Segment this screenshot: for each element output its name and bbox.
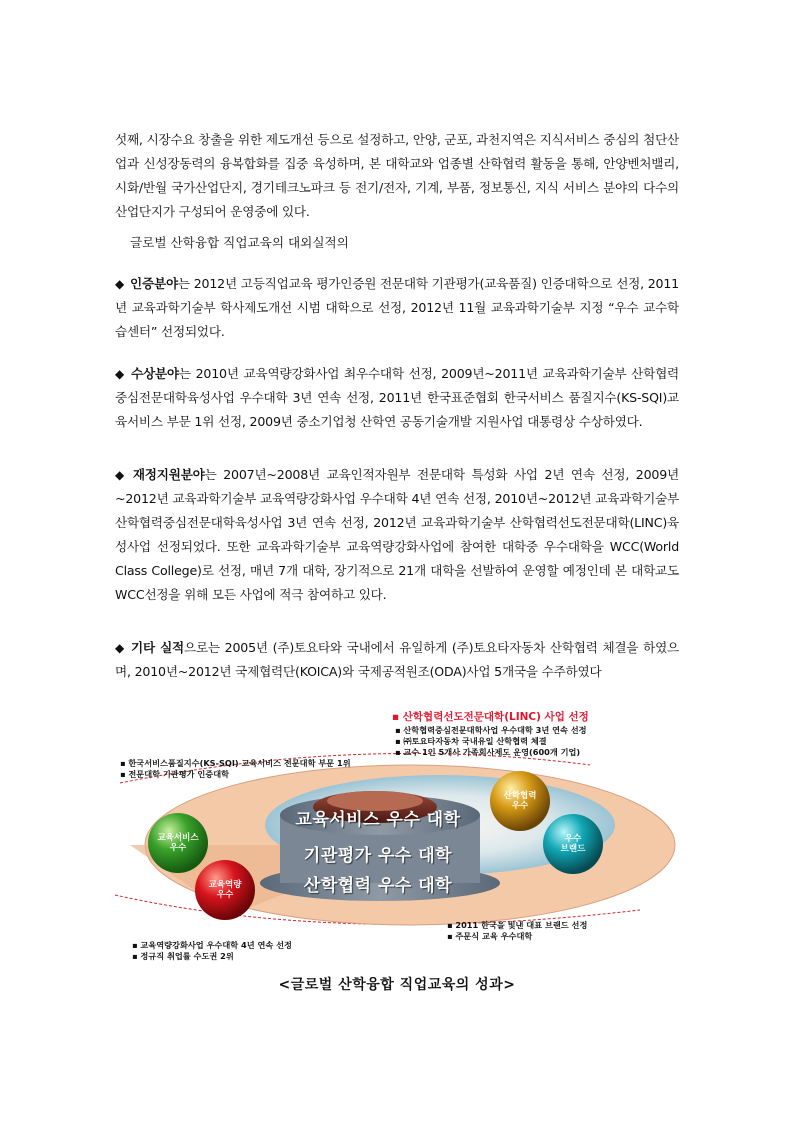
section-label: 인증분야 <box>130 276 178 291</box>
ball-label-line: 산학협력 <box>503 791 537 801</box>
ball-label-line: 우수 <box>564 834 582 844</box>
diamond-bullet-icon: ◆ <box>115 641 125 655</box>
left-note: ▪ 한국서비스품질지수(KS-SQI) 교육서비스 전문대학 부문 1위 <box>120 758 351 768</box>
top-note: ▪ 산학협력중심전문대학사업 우수대학 3년 연속 선정 <box>395 725 587 735</box>
section-awards <box>115 362 679 434</box>
teal-ball-label <box>543 834 603 854</box>
section-text: 으로는 2005년 (주)토요타와 국내에서 유일하게 (주)토요타자동차 산학협력 체결을 하였으며, 2010년~2012년 국제협력단(KOICA)와 국제공적원조(ODA)사업 5개국을 수주하였다 <box>115 640 680 679</box>
section-label: 기타 실적 <box>131 640 185 655</box>
ball-label-line: 우수 <box>511 801 529 811</box>
top-note: ▪ ㈜토요타자동차 국내유일 산학협력 체결 <box>395 736 547 746</box>
section-certification <box>115 272 679 344</box>
intro-paragraph: 섯째, 시장수요 창출을 위한 제도개선 등으로 설정하고, 안양, 군포, 과천지역은 지식서비스 중심의 첨단산업과 신성장동력의 융복합화를 집중 육성하며, 본 대학교와 업종별 산학협력 활동을 통해, 안양벤처밸리, 시화/반월 국가산업단지, 경기테크노파크 등 전기/전자, 기계, 부품, 정보통신, 지식 서비스 분야의 다수의 산업단지가 구성되어 운영중에 있다. <box>115 132 679 219</box>
ball-label-line: 브랜드 <box>560 844 586 854</box>
ball-label-line: 우수 <box>169 843 187 853</box>
red-ball-label <box>195 880 255 900</box>
section-funding <box>115 463 679 607</box>
gold-ball-label <box>490 791 550 811</box>
section-heading: 글로벌 산학융합 직업교육의 대외실적의 <box>130 235 349 250</box>
bottom-right-note: ▪ 2011 한국을 빛낸 대표 브랜드 선정 <box>447 920 588 930</box>
diamond-bullet-icon: ◆ <box>115 277 125 291</box>
section-label: 재정지원분야 <box>132 467 205 482</box>
section-text: 는 2007년~2008년 교육인적자원부 전문대학 특성화 사업 2년 연속 선정, 2009년~2012년 교육과학기술부 교육역량강화사업 우수대학 4년 연속 선정, 2010년~2012년 교육과학기술부 산학협력중심전문대학육성사업 3년 연속 선정, 2012년 교육과학기술부 산학협력선도전문대학(LINC)육성사업 선정되었다. 또한 교육과학기술부 교육역량강화사업에 참여한 대학중 우수대학을 WCC(World Class College)로 선정, 매년 7개 대학, 장기적으로 21개 대학을 선발하여 운영할 예정인데 본 대학교도 WCC선정을 위해 모든 사업에 적극 참여하고 있다. <box>115 467 679 602</box>
ball-label-line: 교육역량 <box>208 880 242 890</box>
top-note: ▪ 교수 1인 5개사 가족회사제도 운영(600개 기업) <box>395 747 581 757</box>
banner-institution-eval: 기관평가 우수 대학 <box>303 846 453 866</box>
bottom-left-note: ▪ 교육역량강화사업 우수대학 4년 연속 선정 <box>132 940 292 950</box>
section-text: 는 2010년 교육역량강화사업 최우수대학 선정, 2009년~2011년 교육과학기술부 산학협력중심전문대학육성사업 우수대학 3년 연속 선정, 2011년 한국표준협회 한국서비스 품질지수(KS-SQI)교육서비스 부문 1위 선정, 2009년 중소기업청 산학연 공동기술개발 지원사업 대통령상 수상하였다. <box>115 366 679 429</box>
top-notes-title: ▪ 산학협력선도전문대학(LINC) 사업 선정 <box>392 711 589 723</box>
left-note: ▪ 전문대학 기관평가 인증대학 <box>120 769 230 779</box>
ball-label-line: 교육서비스 <box>157 833 199 843</box>
banner-industry-coop: 산학협력 우수 대학 <box>303 876 453 896</box>
section-label: 수상분야 <box>130 366 179 381</box>
section-other <box>115 636 679 684</box>
ball-label-line: 우수 <box>216 890 234 900</box>
diamond-bullet-icon: ◆ <box>115 468 127 482</box>
diamond-bullet-icon: ◆ <box>115 367 125 381</box>
bottom-right-note: ▪ 주문식 교육 우수대학 <box>447 931 533 941</box>
section-text: 는 2012년 고등직업교육 평가인증원 전문대학 기관평가(교육품질) 인증대학으로 선정, 2011년 교육과학기술부 학사제도개선 시범 대학으로 선정, 2012년 11월 교육과학기술부 지정 “우수 교수학습센터” 선정되었다. <box>115 276 679 339</box>
green-ball-label <box>148 833 208 853</box>
figure-caption: <글로벌 산학융합 직업교육의 성과> <box>278 977 516 993</box>
bottom-left-note: ▪ 정규직 취업률 수도권 2위 <box>132 951 234 961</box>
banner-education-service: 교육서비스 우수 대학 <box>295 810 461 830</box>
achievements-figure <box>110 705 685 970</box>
